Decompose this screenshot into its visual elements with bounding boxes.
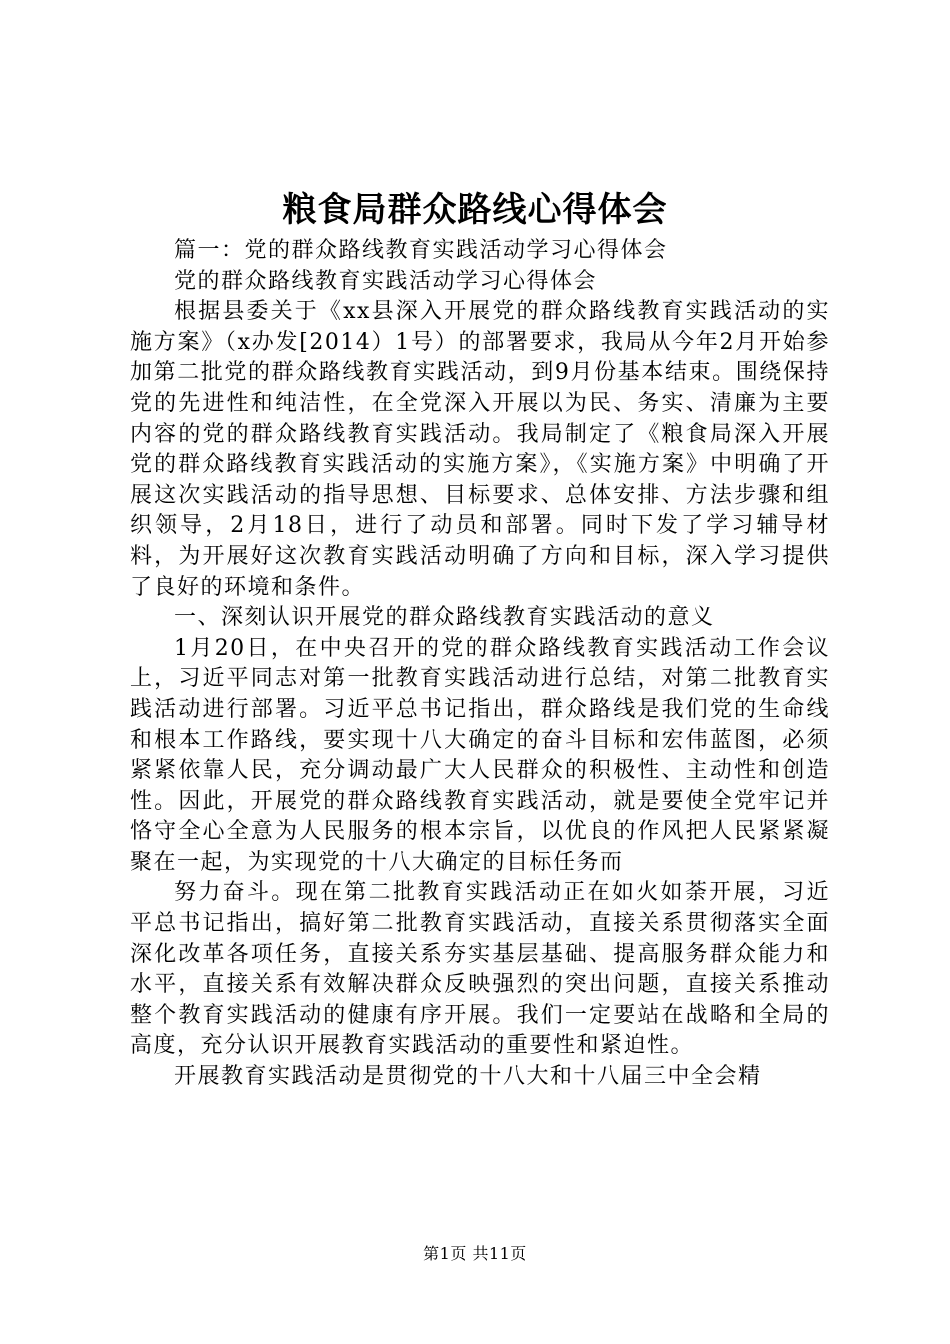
paragraph-subtitle-1: 篇一：党的群众路线教育实践活动学习心得体会 <box>174 238 668 263</box>
paragraph-meeting: 1月20日，在中央召开的党的群众路线教育实践活动工作会议上，习近平同志对第一批教育实践活动进行总结，对第二批教育实践活动进行部署。习近平总书记指出，群众路线是我们党的生命线和根本工作路线，要实现十八大确定的奋斗目标和宏伟蓝图，必须紧紧依靠人民，充分调动最广大人民群众的积极性、主动性和创造性。因此，开展党的群众路线教育实践活动，就是要使全党牢记并恪守全心全意为人民服务的根本宗旨，以优良的作风把人民紧紧凝聚在一起，为实现党的十八大确定的目标任务而 <box>130 635 830 875</box>
section-heading-1: 一、深刻认识开展党的群众路线教育实践活动的意义 <box>174 605 715 631</box>
paragraph-continuation: 开展教育实践活动是贯彻党的十八大和十八届三中全会精 <box>174 1064 762 1090</box>
paragraph-subtitle-2: 党的群众路线教育实践活动学习心得体会 <box>174 268 598 294</box>
document-title: 粮食局群众路线心得体会 <box>282 190 668 230</box>
paragraph-intro: 根据县委关于《xx县深入开展党的群众路线教育实践活动的实施方案》（x办发[2014）1号）的部署要求，我局从今年2月开始参加第二批党的群众路线教育实践活动，到9月份基本结束。围绕保持党的先进性和纯洁性，在全党深入开展以为民、务实、清廉为主要内容的党的群众路线教育实践活动。我局制定了《粮食局深入开展党的群众路线教育实践活动的实施方案》，《实施方案》中明确了开展这次实践活动的指导思想、目标要求、总体安排、方法步骤和组织领导，2月18日，进行了动员和部署。同时下发了学习辅导材料，为开展好这次教育实践活动明确了方向和目标，深入学习提供了良好的环境和条件。 <box>130 299 830 600</box>
document-body <box>130 236 830 1093</box>
page-footer: 第1页 共11页 <box>423 1244 527 1263</box>
paragraph-effort: 努力奋斗。现在第二批教育实践活动正在如火如荼开展，习近平总书记指出，搞好第二批教育实践活动，直接关系贯彻落实全面深化改革各项任务，直接关系夯实基层基础、提高服务群众能力和水平，直接关系有效解决群众反映强烈的突出问题，直接关系推动整个教育实践活动的健康有序开展。我们一定要站在战略和全局的高度，充分认识开展教育实践活动的重要性和紧迫性。 <box>130 880 830 1059</box>
